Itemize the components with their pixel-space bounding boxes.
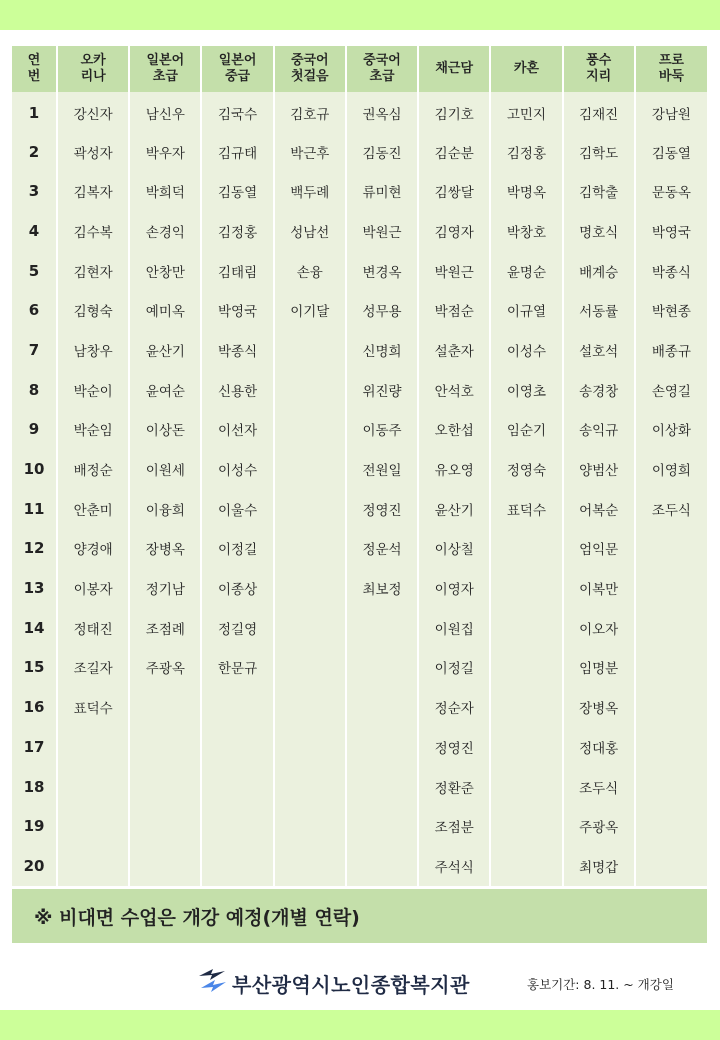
student-name-cell: 권옥심 xyxy=(346,92,418,132)
student-name-cell: 이종상 xyxy=(201,568,273,608)
promotion-period: 홍보기간: 8. 11. ~ 개강일 xyxy=(527,977,674,992)
student-name-cell: 정영숙 xyxy=(490,449,562,489)
student-name-cell: 유오영 xyxy=(418,449,490,489)
table-row xyxy=(12,330,707,370)
student-name-cell: 박원근 xyxy=(418,251,490,291)
student-name-cell xyxy=(274,648,346,688)
student-name-cell: 이영희 xyxy=(635,449,707,489)
student-name-cell: 이상칠 xyxy=(418,529,490,569)
busan-logo-icon xyxy=(196,965,228,997)
student-name-cell xyxy=(274,489,346,529)
student-name-cell: 정영진 xyxy=(346,489,418,529)
student-name-cell: 김정홍 xyxy=(490,132,562,172)
student-name-cell: 배정순 xyxy=(57,449,129,489)
student-name-cell: 이원세 xyxy=(129,449,201,489)
table-row xyxy=(12,132,707,172)
student-name-cell: 이상돈 xyxy=(129,410,201,450)
student-name-cell: 이정길 xyxy=(201,529,273,569)
student-name-cell xyxy=(346,648,418,688)
student-name-cell: 박영국 xyxy=(201,290,273,330)
student-name-cell xyxy=(129,727,201,767)
student-name-cell: 임순기 xyxy=(490,410,562,450)
subject-header xyxy=(129,46,201,92)
enrollment-table-container xyxy=(12,46,707,886)
subject-header-line: 일본어 xyxy=(218,53,257,68)
student-name-cell: 류미현 xyxy=(346,171,418,211)
student-name-cell xyxy=(129,806,201,846)
table-row xyxy=(12,410,707,450)
student-name-cell: 설호석 xyxy=(563,330,635,370)
student-name-cell: 표덕수 xyxy=(490,489,562,529)
student-name-cell: 김호규 xyxy=(274,92,346,132)
student-name-cell: 이원집 xyxy=(418,608,490,648)
student-name-cell: 배종규 xyxy=(635,330,707,370)
student-name-cell: 김현자 xyxy=(57,251,129,291)
subject-header-line: 중급 xyxy=(225,69,251,84)
student-name-cell xyxy=(274,727,346,767)
table-header-row xyxy=(12,46,707,92)
student-name-cell xyxy=(635,608,707,648)
table-row xyxy=(12,92,707,132)
student-name-cell: 박종식 xyxy=(201,330,273,370)
student-name-cell: 김태림 xyxy=(201,251,273,291)
student-name-cell: 김수복 xyxy=(57,211,129,251)
student-name-cell: 오한섭 xyxy=(418,410,490,450)
student-name-cell xyxy=(635,806,707,846)
student-name-cell: 최명갑 xyxy=(563,846,635,886)
student-name-cell: 박영국 xyxy=(635,211,707,251)
student-name-cell: 고민지 xyxy=(490,92,562,132)
student-name-cell: 이선자 xyxy=(201,410,273,450)
student-name-cell: 정대홍 xyxy=(563,727,635,767)
table-row xyxy=(12,767,707,807)
student-name-cell: 성남선 xyxy=(274,211,346,251)
student-name-cell xyxy=(274,846,346,886)
student-name-cell xyxy=(57,846,129,886)
student-name-cell: 최보정 xyxy=(346,568,418,608)
subject-header xyxy=(346,46,418,92)
student-name-cell xyxy=(201,767,273,807)
student-name-cell: 이영자 xyxy=(418,568,490,608)
top-band xyxy=(0,0,720,30)
bottom-band xyxy=(0,1010,720,1040)
student-name-cell: 성무용 xyxy=(346,290,418,330)
student-name-cell: 장병옥 xyxy=(129,529,201,569)
student-name-cell: 정태진 xyxy=(57,608,129,648)
student-name-cell: 박원근 xyxy=(346,211,418,251)
student-name-cell: 정영진 xyxy=(418,727,490,767)
student-name-cell: 윤산기 xyxy=(418,489,490,529)
student-name-cell: 정환준 xyxy=(418,767,490,807)
table-row xyxy=(12,727,707,767)
student-name-cell: 김기호 xyxy=(418,92,490,132)
student-name-cell: 손경익 xyxy=(129,211,201,251)
row-number: 1 xyxy=(12,92,57,132)
row-number: 7 xyxy=(12,330,57,370)
student-name-cell xyxy=(346,608,418,648)
student-name-cell: 신명희 xyxy=(346,330,418,370)
table-row xyxy=(12,449,707,489)
student-name-cell: 백두례 xyxy=(274,171,346,211)
student-name-cell: 이정길 xyxy=(418,648,490,688)
student-name-cell: 이오자 xyxy=(563,608,635,648)
student-name-cell: 이울수 xyxy=(201,489,273,529)
student-name-cell: 윤산기 xyxy=(129,330,201,370)
student-name-cell: 김동진 xyxy=(346,132,418,172)
student-name-cell: 조길자 xyxy=(57,648,129,688)
table-row xyxy=(12,687,707,727)
student-name-cell xyxy=(635,767,707,807)
student-name-cell xyxy=(490,846,562,886)
subject-header-line: 초급 xyxy=(152,69,178,84)
student-name-cell xyxy=(635,727,707,767)
student-name-cell: 박근후 xyxy=(274,132,346,172)
row-number: 8 xyxy=(12,370,57,410)
footer xyxy=(0,963,720,1003)
student-name-cell xyxy=(274,687,346,727)
student-name-cell xyxy=(274,608,346,648)
student-name-cell: 이복만 xyxy=(563,568,635,608)
subject-header-line: 첫걸음 xyxy=(290,69,329,84)
student-name-cell xyxy=(129,767,201,807)
student-name-cell: 강남원 xyxy=(635,92,707,132)
student-name-cell: 이성수 xyxy=(201,449,273,489)
subject-header-line: 리나 xyxy=(80,69,106,84)
student-name-cell: 엄익문 xyxy=(563,529,635,569)
table-row xyxy=(12,806,707,846)
student-name-cell: 김규태 xyxy=(201,132,273,172)
student-name-cell: 정길영 xyxy=(201,608,273,648)
student-name-cell xyxy=(490,767,562,807)
student-name-cell: 이봉자 xyxy=(57,568,129,608)
row-number: 16 xyxy=(12,687,57,727)
student-name-cell: 이규열 xyxy=(490,290,562,330)
table-row xyxy=(12,648,707,688)
student-name-cell xyxy=(274,529,346,569)
table-row xyxy=(12,568,707,608)
row-number: 19 xyxy=(12,806,57,846)
subject-header-line: 중국어 xyxy=(290,53,329,68)
student-name-cell: 김순분 xyxy=(418,132,490,172)
student-name-cell xyxy=(274,330,346,370)
row-number: 5 xyxy=(12,251,57,291)
student-name-cell: 안창만 xyxy=(129,251,201,291)
student-name-cell: 박종식 xyxy=(635,251,707,291)
student-name-cell: 남창우 xyxy=(57,330,129,370)
student-name-cell: 설춘자 xyxy=(418,330,490,370)
number-column-header-line: 연 xyxy=(27,53,41,68)
row-number: 18 xyxy=(12,767,57,807)
student-name-cell xyxy=(490,608,562,648)
row-number: 6 xyxy=(12,290,57,330)
student-name-cell xyxy=(274,410,346,450)
table-row xyxy=(12,529,707,569)
table-row xyxy=(12,846,707,886)
student-name-cell xyxy=(57,767,129,807)
student-name-cell xyxy=(274,568,346,608)
student-name-cell: 손융 xyxy=(274,251,346,291)
student-name-cell: 김학도 xyxy=(563,132,635,172)
student-name-cell xyxy=(346,687,418,727)
subject-header-line: 오카 xyxy=(80,53,106,68)
student-name-cell: 조점분 xyxy=(418,806,490,846)
enrollment-table xyxy=(12,46,707,886)
student-name-cell xyxy=(635,568,707,608)
table-row xyxy=(12,171,707,211)
student-name-cell: 서동률 xyxy=(563,290,635,330)
student-name-cell: 양경애 xyxy=(57,529,129,569)
student-name-cell: 김동열 xyxy=(201,171,273,211)
student-name-cell: 박우자 xyxy=(129,132,201,172)
student-name-cell: 김복자 xyxy=(57,171,129,211)
student-name-cell xyxy=(57,727,129,767)
student-name-cell xyxy=(274,370,346,410)
student-name-cell: 윤명순 xyxy=(490,251,562,291)
student-name-cell: 이성수 xyxy=(490,330,562,370)
student-name-cell: 전원일 xyxy=(346,449,418,489)
notice-banner xyxy=(12,889,707,943)
student-name-cell: 곽성자 xyxy=(57,132,129,172)
student-name-cell: 예미옥 xyxy=(129,290,201,330)
student-name-cell: 송익규 xyxy=(563,410,635,450)
student-name-cell xyxy=(346,846,418,886)
student-name-cell: 박창호 xyxy=(490,211,562,251)
student-name-cell: 김국수 xyxy=(201,92,273,132)
student-name-cell xyxy=(201,687,273,727)
student-name-cell: 박점순 xyxy=(418,290,490,330)
student-name-cell xyxy=(490,568,562,608)
student-name-cell: 박명옥 xyxy=(490,171,562,211)
row-number: 9 xyxy=(12,410,57,450)
student-name-cell: 표덕수 xyxy=(57,687,129,727)
row-number: 17 xyxy=(12,727,57,767)
student-name-cell: 이기달 xyxy=(274,290,346,330)
student-name-cell: 정운석 xyxy=(346,529,418,569)
number-column-header xyxy=(12,46,57,92)
row-number: 15 xyxy=(12,648,57,688)
subject-header-line: 지리 xyxy=(586,69,612,84)
subject-header-line: 초급 xyxy=(369,69,395,84)
row-number: 10 xyxy=(12,449,57,489)
student-name-cell: 어복순 xyxy=(563,489,635,529)
subject-header-line: 중국어 xyxy=(363,53,401,68)
student-name-cell xyxy=(201,727,273,767)
student-name-cell xyxy=(274,449,346,489)
student-name-cell: 윤여순 xyxy=(129,370,201,410)
student-name-cell: 안춘미 xyxy=(57,489,129,529)
table-row xyxy=(12,251,707,291)
student-name-cell: 조점례 xyxy=(129,608,201,648)
student-name-cell: 양범산 xyxy=(563,449,635,489)
student-name-cell xyxy=(635,846,707,886)
student-name-cell: 신용한 xyxy=(201,370,273,410)
student-name-cell xyxy=(635,529,707,569)
student-name-cell: 손영길 xyxy=(635,370,707,410)
subject-header xyxy=(418,46,490,92)
student-name-cell: 임명분 xyxy=(563,648,635,688)
student-name-cell: 김재진 xyxy=(563,92,635,132)
student-name-cell xyxy=(346,806,418,846)
student-name-cell: 변경옥 xyxy=(346,251,418,291)
row-number: 3 xyxy=(12,171,57,211)
row-number: 11 xyxy=(12,489,57,529)
subject-header xyxy=(563,46,635,92)
student-name-cell xyxy=(129,846,201,886)
subject-header-line: 풍수 xyxy=(586,53,612,68)
student-name-cell: 김정홍 xyxy=(201,211,273,251)
student-name-cell: 주석식 xyxy=(418,846,490,886)
student-name-cell: 김영자 xyxy=(418,211,490,251)
student-name-cell: 강신자 xyxy=(57,92,129,132)
subject-header xyxy=(490,46,562,92)
subject-header-line: 프로 xyxy=(658,53,684,68)
student-name-cell xyxy=(346,767,418,807)
student-name-cell: 이동주 xyxy=(346,410,418,450)
student-name-cell xyxy=(57,806,129,846)
table-row xyxy=(12,608,707,648)
organization-name: 부산광역시노인종합복지관 xyxy=(232,973,470,997)
table-row xyxy=(12,290,707,330)
student-name-cell: 명호식 xyxy=(563,211,635,251)
student-name-cell xyxy=(490,806,562,846)
student-name-cell xyxy=(635,687,707,727)
student-name-cell: 김동열 xyxy=(635,132,707,172)
row-number: 4 xyxy=(12,211,57,251)
subject-header xyxy=(201,46,273,92)
table-row xyxy=(12,489,707,529)
student-name-cell: 배계승 xyxy=(563,251,635,291)
student-name-cell xyxy=(635,648,707,688)
subject-header xyxy=(635,46,707,92)
student-name-cell: 김형숙 xyxy=(57,290,129,330)
student-name-cell: 이영초 xyxy=(490,370,562,410)
student-name-cell: 박현종 xyxy=(635,290,707,330)
student-name-cell: 박순이 xyxy=(57,370,129,410)
subject-header-line: 바둑 xyxy=(658,69,684,84)
subject-header-line: 채근담 xyxy=(435,61,474,76)
student-name-cell: 안석호 xyxy=(418,370,490,410)
table-row xyxy=(12,211,707,251)
student-name-cell xyxy=(129,687,201,727)
student-name-cell: 정기남 xyxy=(129,568,201,608)
subject-header-line: 카혼 xyxy=(513,61,539,76)
student-name-cell: 이상화 xyxy=(635,410,707,450)
student-name-cell: 박순임 xyxy=(57,410,129,450)
row-number: 14 xyxy=(12,608,57,648)
student-name-cell xyxy=(201,846,273,886)
student-name-cell: 김학출 xyxy=(563,171,635,211)
student-name-cell: 주광옥 xyxy=(563,806,635,846)
student-name-cell: 김쌍달 xyxy=(418,171,490,211)
student-name-cell xyxy=(274,806,346,846)
student-name-cell: 장병옥 xyxy=(563,687,635,727)
student-name-cell: 문동옥 xyxy=(635,171,707,211)
student-name-cell: 조두식 xyxy=(635,489,707,529)
student-name-cell xyxy=(490,529,562,569)
row-number: 13 xyxy=(12,568,57,608)
subject-header-line: 일본어 xyxy=(146,53,185,68)
student-name-cell xyxy=(201,806,273,846)
student-name-cell: 주광옥 xyxy=(129,648,201,688)
student-name-cell xyxy=(274,767,346,807)
student-name-cell: 위진량 xyxy=(346,370,418,410)
student-name-cell xyxy=(490,687,562,727)
subject-header xyxy=(57,46,129,92)
student-name-cell xyxy=(490,727,562,767)
student-name-cell: 조두식 xyxy=(563,767,635,807)
number-column-header-line: 번 xyxy=(27,69,41,84)
subject-header xyxy=(274,46,346,92)
student-name-cell xyxy=(346,727,418,767)
student-name-cell: 정순자 xyxy=(418,687,490,727)
table-row xyxy=(12,370,707,410)
student-name-cell: 송경창 xyxy=(563,370,635,410)
student-name-cell xyxy=(490,648,562,688)
notice-text: ※ 비대면 수업은 개강 예정(개별 연락) xyxy=(34,907,360,929)
row-number: 12 xyxy=(12,529,57,569)
row-number: 2 xyxy=(12,132,57,172)
student-name-cell: 한문규 xyxy=(201,648,273,688)
student-name-cell: 이융희 xyxy=(129,489,201,529)
student-name-cell: 박희덕 xyxy=(129,171,201,211)
row-number: 20 xyxy=(12,846,57,886)
student-name-cell: 남신우 xyxy=(129,92,201,132)
